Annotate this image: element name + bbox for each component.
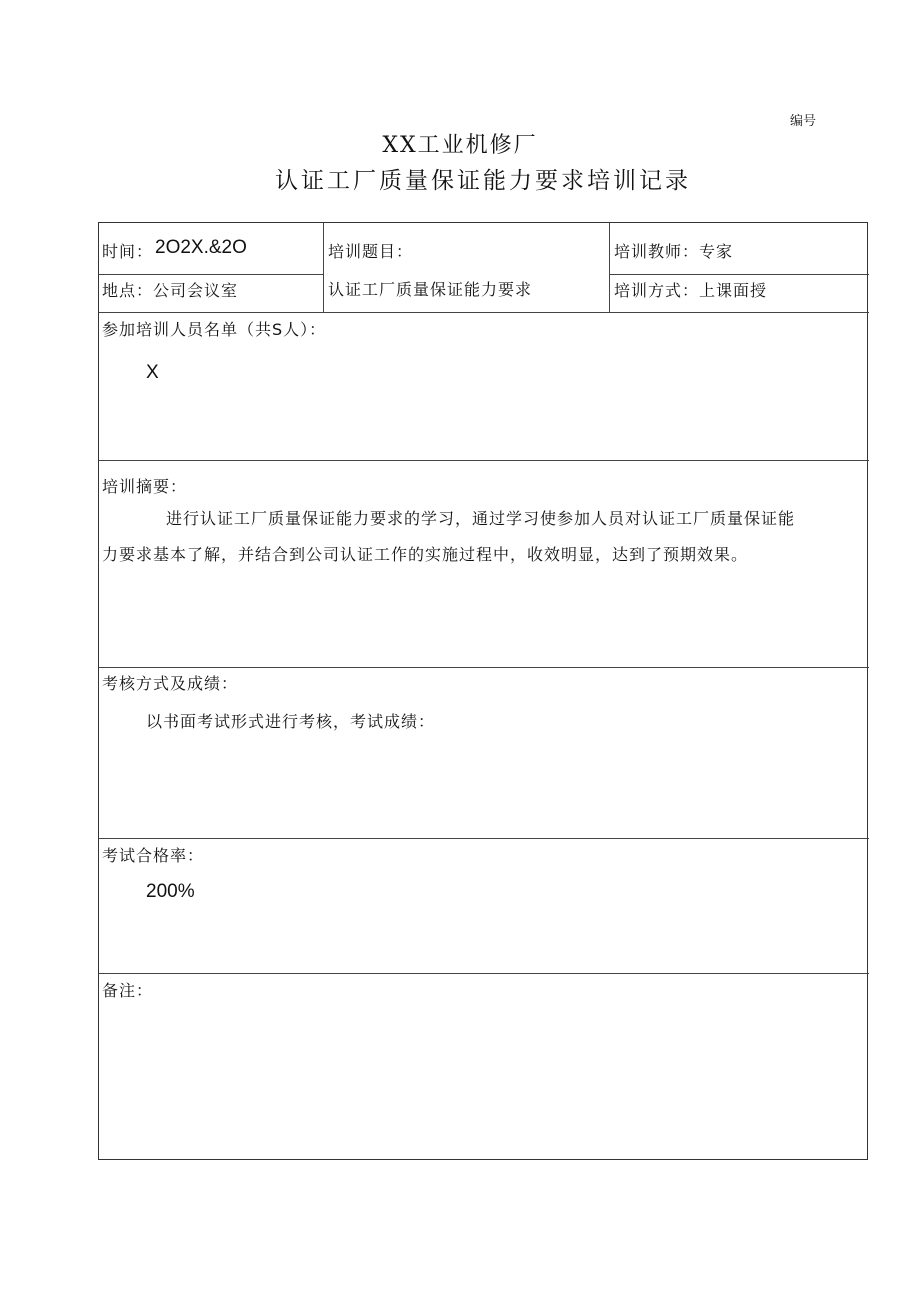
row-divider [99, 312, 869, 313]
summary-line-2: 力要求基本了解，并结合到公司认证工作的实施过程中，收效明显，达到了预期效果。 [102, 545, 749, 564]
exam-label: 考核方式及成绩： [102, 674, 239, 693]
column-divider [323, 223, 324, 312]
time-value: 2O2X.&2O [155, 237, 247, 258]
time-label: 时间： [102, 242, 154, 261]
remarks-label: 备注： [102, 981, 154, 1000]
row-divider [99, 973, 869, 974]
method-field: 培训方式：上课面授 [614, 281, 768, 300]
document-title-record: 认证工厂质量保证能力要求培训记录 [275, 168, 691, 194]
training-record-table [98, 222, 868, 1160]
row-divider [99, 274, 323, 275]
participants-value: X [146, 362, 159, 383]
exam-text: 以书面考试形式进行考核，考试成绩： [146, 712, 436, 731]
column-divider [609, 223, 610, 312]
document-title-company: XX工业机修厂 [382, 133, 538, 158]
teacher-field: 培训教师：专家 [614, 242, 734, 261]
row-divider [99, 460, 869, 461]
row-divider [99, 667, 869, 668]
topic-label: 培训题目： [328, 242, 414, 261]
summary-label: 培训摘要： [102, 477, 188, 496]
row-divider [609, 274, 869, 275]
pass-rate-value: 200% [146, 881, 195, 902]
topic-value: 认证工厂质量保证能力要求 [328, 280, 533, 299]
location-field: 地点：公司会议室 [102, 281, 239, 300]
document-number-label: 编号 [790, 114, 817, 129]
row-divider [99, 838, 869, 839]
pass-rate-label: 考试合格率： [102, 846, 205, 865]
participants-label: 参加培训人员名单（共S人）： [102, 320, 327, 339]
summary-line-1: 进行认证工厂质量保证能力要求的学习，通过学习使参加人员对认证工厂质量保证能 [166, 509, 796, 528]
